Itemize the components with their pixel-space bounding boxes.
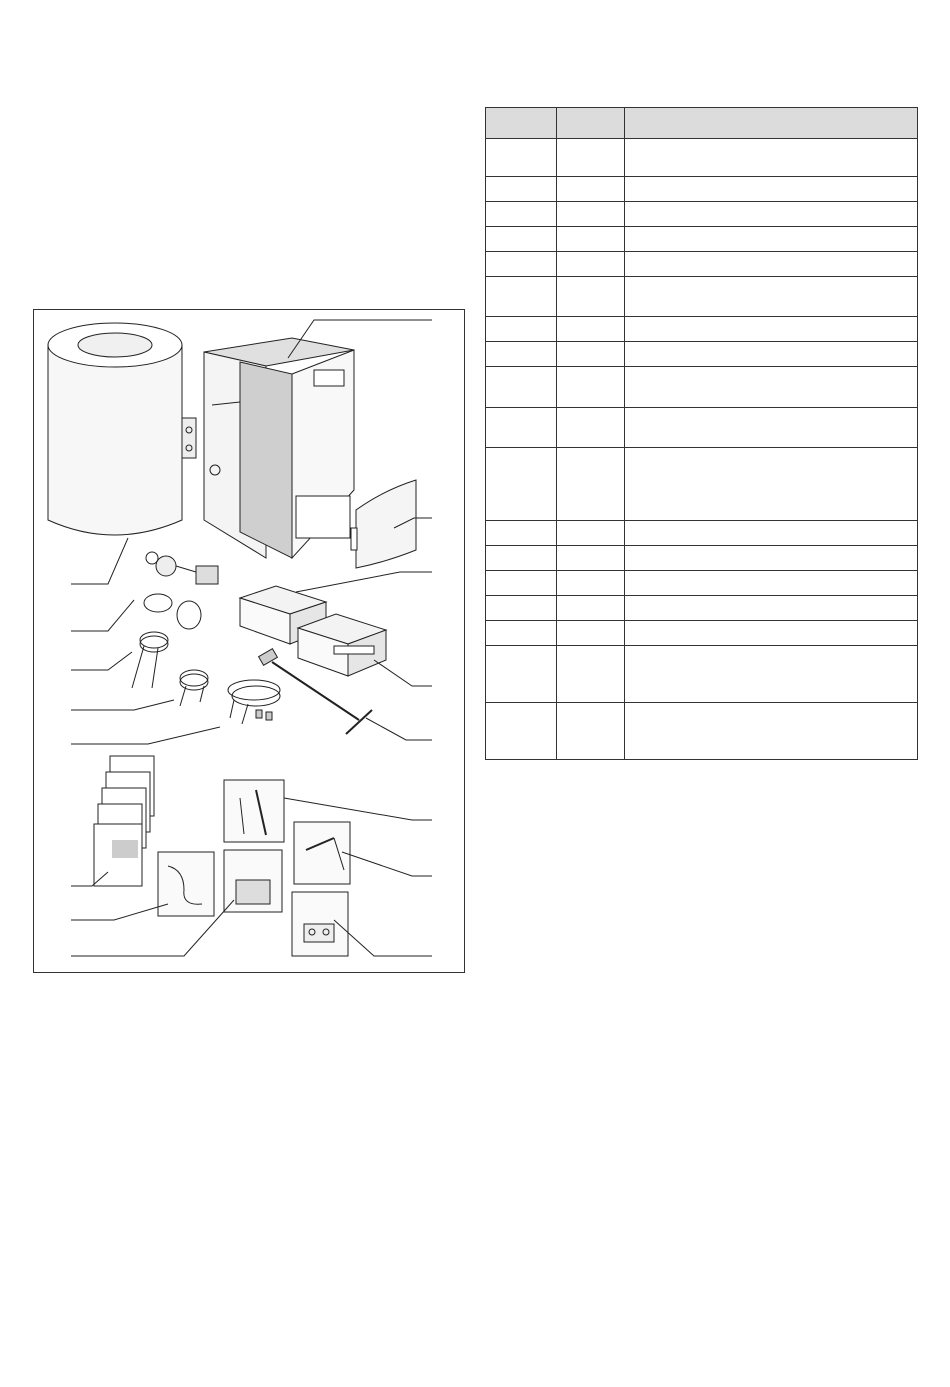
table-cell bbox=[557, 448, 625, 521]
table-cell bbox=[557, 202, 625, 227]
table-cell bbox=[486, 202, 557, 227]
parts-bag-icon bbox=[224, 780, 284, 842]
parts-bag-icon bbox=[294, 822, 350, 884]
table-row bbox=[486, 367, 918, 408]
table-cell bbox=[557, 546, 625, 571]
table-row bbox=[486, 596, 918, 621]
parts-table bbox=[485, 107, 918, 760]
table-row bbox=[486, 277, 918, 317]
table-cell bbox=[625, 408, 918, 448]
parts-bag-icon bbox=[292, 892, 348, 956]
table-cell bbox=[486, 317, 557, 342]
table-header-cell bbox=[625, 108, 918, 139]
table-cell bbox=[557, 177, 625, 202]
table-cell bbox=[486, 621, 557, 646]
cable-set-icon bbox=[228, 680, 280, 724]
table-cell bbox=[557, 521, 625, 546]
table-cell bbox=[486, 139, 557, 177]
table-cell bbox=[557, 646, 625, 703]
documents-icon bbox=[94, 756, 154, 886]
table-cell bbox=[557, 703, 625, 760]
table-cell bbox=[557, 621, 625, 646]
table-row bbox=[486, 546, 918, 571]
table-cell bbox=[557, 277, 625, 317]
table-cell bbox=[625, 227, 918, 252]
drawer-icon bbox=[298, 614, 386, 676]
table-cell bbox=[557, 342, 625, 367]
table-row bbox=[486, 646, 918, 703]
table-row bbox=[486, 177, 918, 202]
table-cell bbox=[625, 342, 918, 367]
table-cell bbox=[486, 646, 557, 703]
table-cell bbox=[557, 252, 625, 277]
table-cell bbox=[557, 139, 625, 177]
table-row bbox=[486, 139, 918, 177]
table-row bbox=[486, 202, 918, 227]
delivery-contents-figure bbox=[33, 309, 465, 973]
table-cell bbox=[557, 571, 625, 596]
table-header-cell bbox=[557, 108, 625, 139]
table-cell bbox=[486, 571, 557, 596]
table-row bbox=[486, 252, 918, 277]
table-header-cell bbox=[486, 108, 557, 139]
table-header-row bbox=[486, 108, 918, 139]
table-row bbox=[486, 227, 918, 252]
table-cell bbox=[625, 202, 918, 227]
table-cell bbox=[557, 317, 625, 342]
table-cell bbox=[625, 139, 918, 177]
table-cell bbox=[625, 596, 918, 621]
table-cell bbox=[625, 317, 918, 342]
table-cell bbox=[486, 227, 557, 252]
table-row bbox=[486, 342, 918, 367]
table-row bbox=[486, 571, 918, 596]
table-cell bbox=[486, 546, 557, 571]
boiler-door-panel-icon bbox=[351, 480, 416, 568]
table-row bbox=[486, 621, 918, 646]
table-cell bbox=[625, 367, 918, 408]
table-cell bbox=[625, 703, 918, 760]
table-row bbox=[486, 703, 918, 760]
table-cell bbox=[557, 367, 625, 408]
table-cell bbox=[625, 621, 918, 646]
table-row bbox=[486, 521, 918, 546]
table-cell bbox=[625, 521, 918, 546]
table-cell bbox=[486, 448, 557, 521]
table-cell bbox=[486, 596, 557, 621]
table-cell bbox=[486, 408, 557, 448]
table-cell bbox=[625, 546, 918, 571]
storage-tank-icon bbox=[48, 323, 196, 535]
table-row bbox=[486, 448, 918, 521]
table-row bbox=[486, 408, 918, 448]
pump-valve-assembly-icon bbox=[144, 552, 218, 629]
table-cell bbox=[486, 521, 557, 546]
parts-bag-icon bbox=[224, 850, 282, 912]
table-cell bbox=[625, 277, 918, 317]
boiler-unit-icon bbox=[204, 338, 354, 558]
sensor-cable-icon bbox=[180, 670, 208, 706]
table-cell bbox=[625, 646, 918, 703]
table-cell bbox=[557, 227, 625, 252]
sensor-cable-icon bbox=[132, 632, 168, 688]
table-cell bbox=[625, 252, 918, 277]
table-cell bbox=[486, 277, 557, 317]
table-cell bbox=[486, 177, 557, 202]
table-cell bbox=[486, 703, 557, 760]
table-row bbox=[486, 317, 918, 342]
table-cell bbox=[625, 571, 918, 596]
table-cell bbox=[557, 408, 625, 448]
table-cell bbox=[486, 252, 557, 277]
table-cell bbox=[625, 448, 918, 521]
table-cell bbox=[486, 342, 557, 367]
table-cell bbox=[486, 367, 557, 408]
parts-bag-icon bbox=[158, 852, 214, 916]
table-cell bbox=[557, 596, 625, 621]
table-cell bbox=[625, 177, 918, 202]
